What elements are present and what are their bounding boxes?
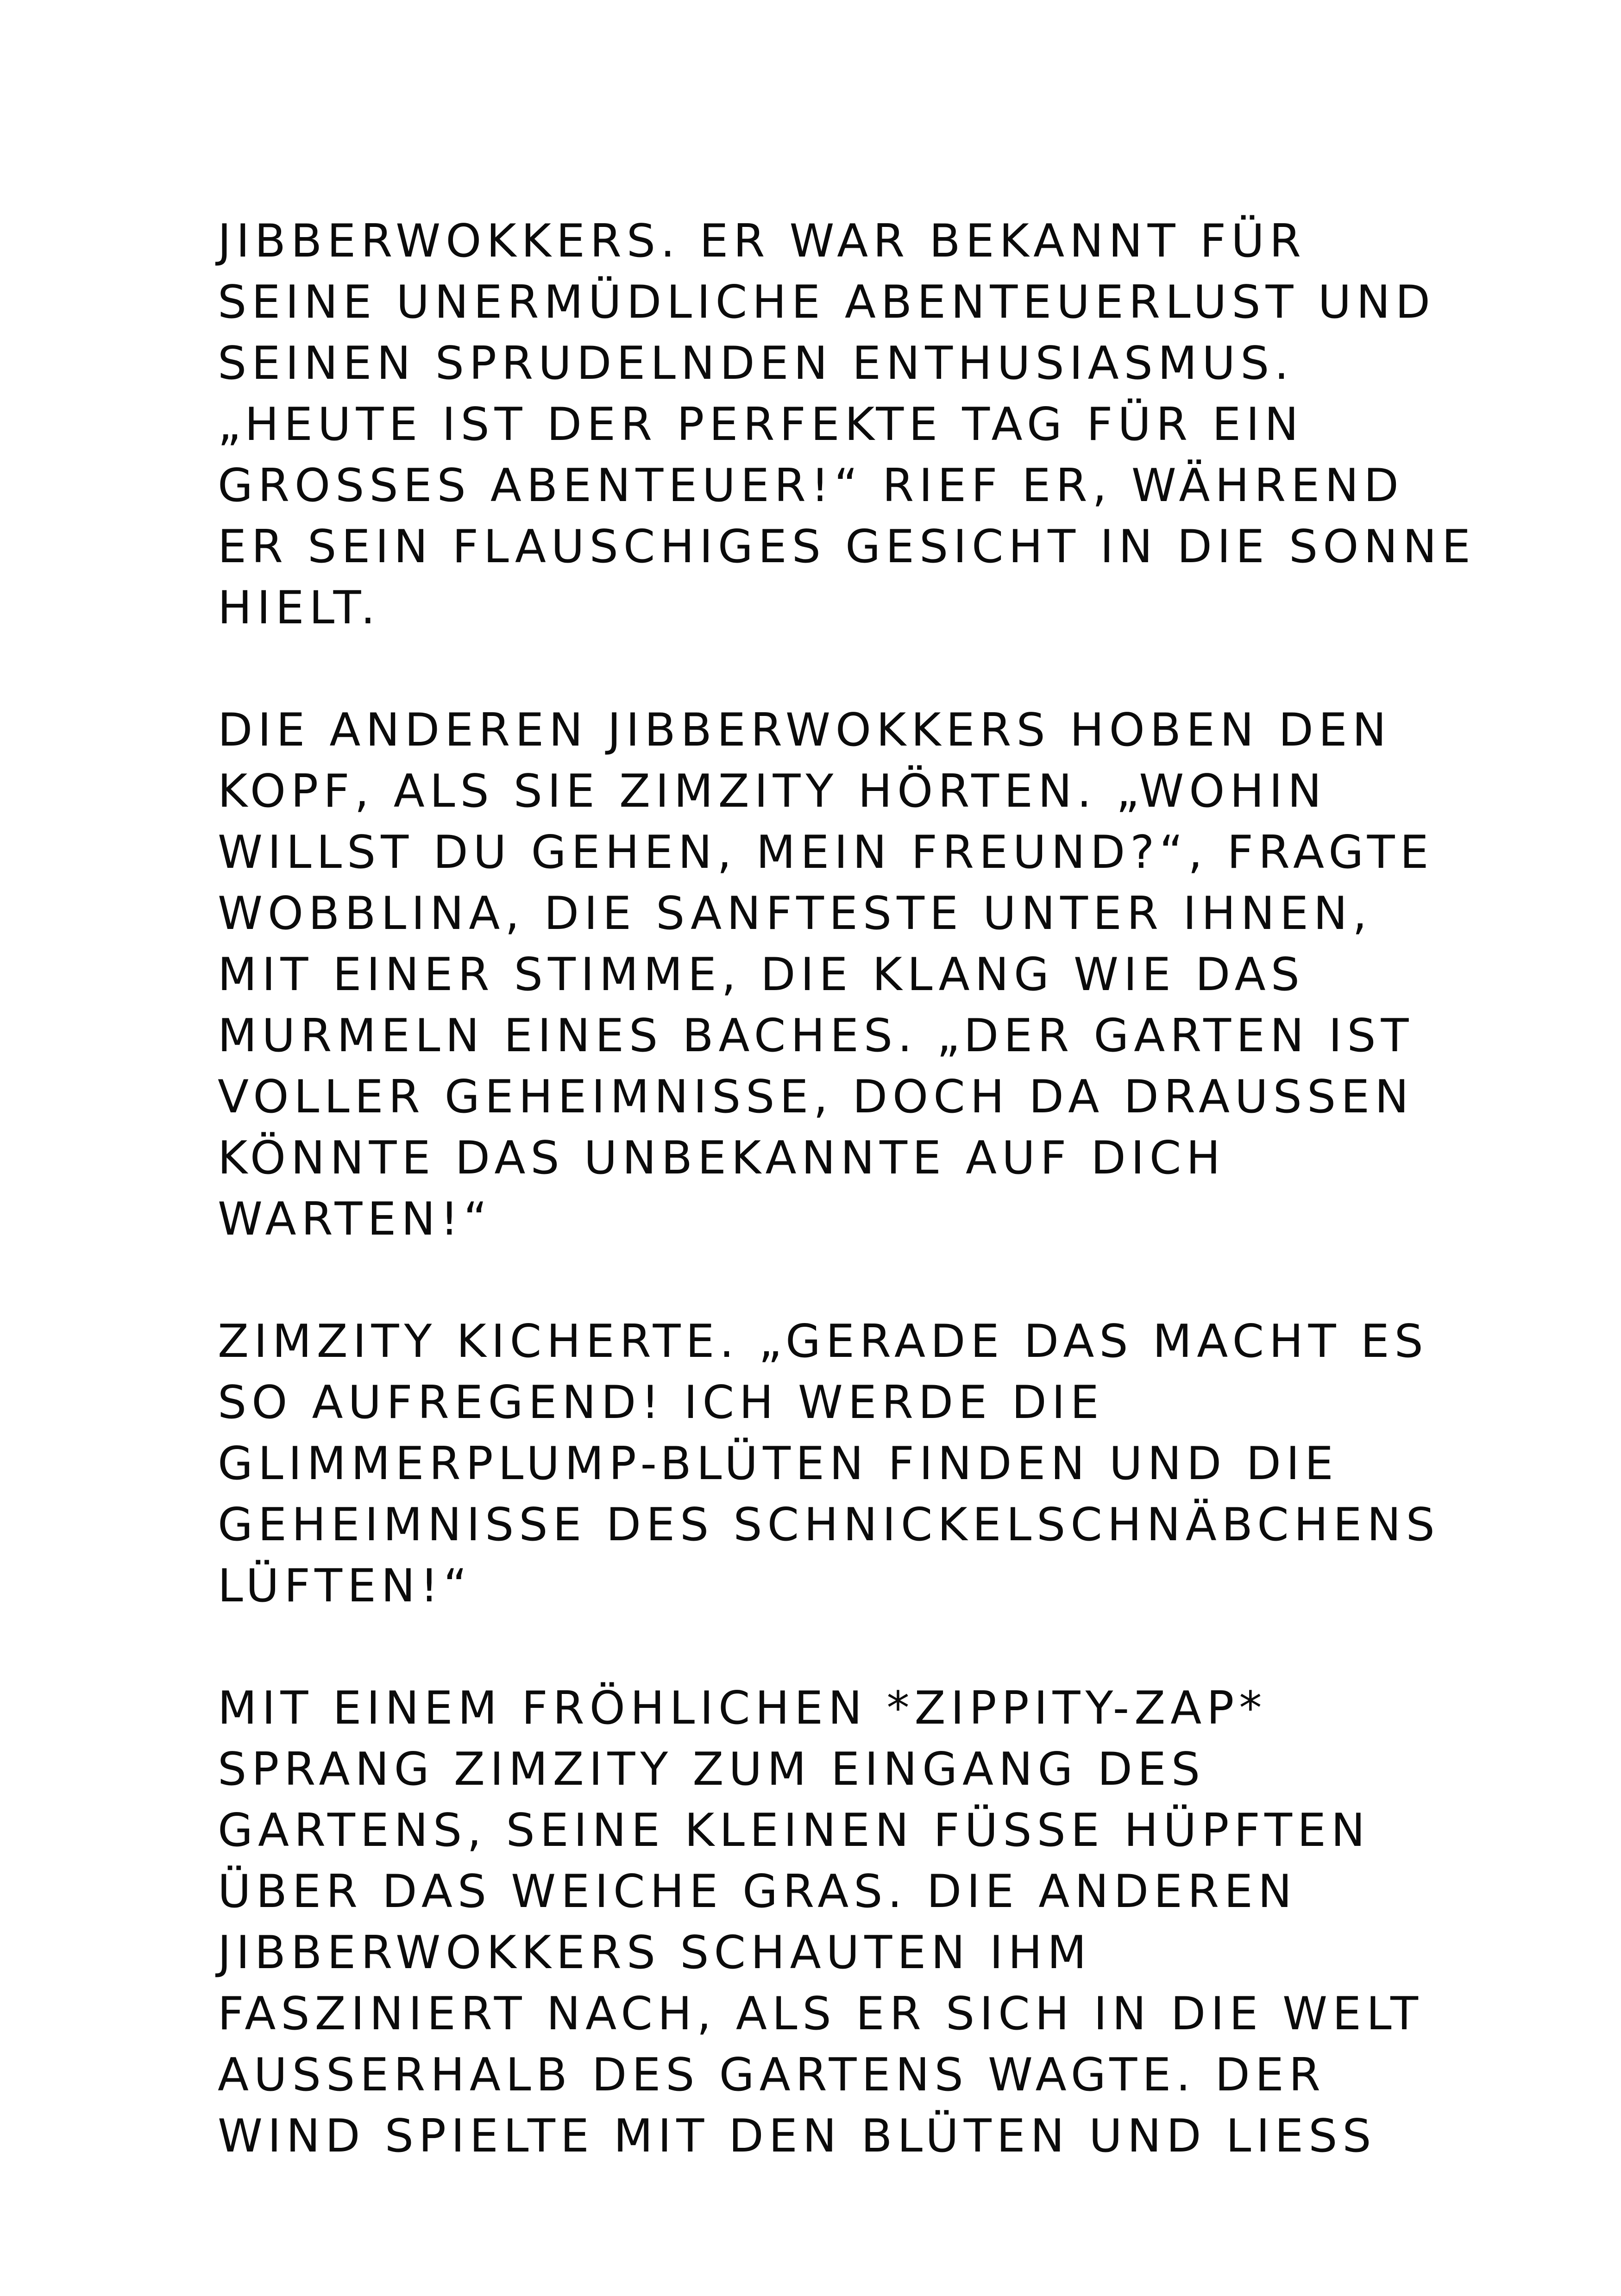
text-line: FASZINIERT NACH, ALS ER SICH IN DIE WELT [218, 1988, 1423, 2040]
text-line: SEINE UNERMÜDLICHE ABENTEUERLUST UND [218, 276, 1436, 329]
text-line: GLIMMERPLUMP-BLÜTEN FINDEN UND DIE [218, 1437, 1338, 1490]
text-line: WARTEN!“ [218, 1193, 492, 1246]
text-line: AUSSERHALB DES GARTENS WAGTE. DER [218, 2049, 1326, 2102]
text-line: KÖNNTE DAS UNBEKANNTE AUF DICH [218, 1132, 1225, 1185]
text-line: ÜBER DAS WEICHE GRAS. DIE ANDEREN [218, 1865, 1297, 1918]
text-line: HIELT. [218, 582, 381, 634]
text-line: WILLST DU GEHEN, MEIN FREUND?“, FRAGTE [218, 826, 1434, 879]
paragraph-4 [218, 1678, 1440, 2167]
text-line: JIBBERWOKKERS. ER WAR BEKANNT FÜR [218, 215, 1306, 268]
text-line: SEINEN SPRUDELNDEN ENTHUSIASMUS. [218, 337, 1294, 390]
text-line: LÜFTEN!“ [218, 1560, 472, 1612]
text-line: „HEUTE IST DER PERFEKTE TAG FÜR EIN [218, 398, 1304, 451]
text-line: SPRANG ZIMZITY ZUM EINGANG DES [218, 1743, 1206, 1796]
text-line: VOLLER GEHEIMNISSE, DOCH DA DRAUSSEN [218, 1071, 1414, 1123]
text-line: WIND SPIELTE MIT DEN BLÜTEN UND LIESS [218, 2110, 1376, 2163]
text-line: JIBBERWOKKERS SCHAUTEN IHM [218, 1926, 1092, 1979]
paragraph-3 [218, 1311, 1440, 1617]
story-text [218, 211, 1476, 2167]
paragraph-1 [218, 211, 1476, 639]
text-line: MURMELN EINES BACHES. „DER GARTEN IST [218, 1010, 1414, 1062]
text-line: KOPF, ALS SIE ZIMZITY HÖRTEN. „WOHIN [218, 765, 1327, 818]
text-line: GARTENS, SEINE KLEINEN FÜSSE HÜPFTEN [218, 1804, 1370, 1857]
text-line: MIT EINEM FRÖHLICHEN *ZIPPITY-ZAP* [218, 1682, 1267, 1735]
text-line: WOBBLINA, DIE SANFTESTE UNTER IHNEN, [218, 887, 1372, 940]
text-line: GROSSES ABENTEUER!“ RIEF ER, WÄHREND [218, 459, 1404, 512]
text-line: ZIMZITY KICHERTE. „GERADE DAS MACHT ES [218, 1315, 1428, 1368]
text-line: SO AUFREGEND! ICH WERDE DIE [218, 1376, 1104, 1429]
text-line: ER SEIN FLAUSCHIGES GESICHT IN DIE SONNE [218, 521, 1476, 573]
paragraph-2 [218, 700, 1440, 1250]
text-line: GEHEIMNISSE DES SCHNICKELSCHNÄBCHENS [218, 1499, 1440, 1551]
text-line: DIE ANDEREN JIBBERWOKKERS HOBEN DEN [218, 704, 1392, 757]
text-line: MIT EINER STIMME, DIE KLANG WIE DAS [218, 948, 1305, 1001]
